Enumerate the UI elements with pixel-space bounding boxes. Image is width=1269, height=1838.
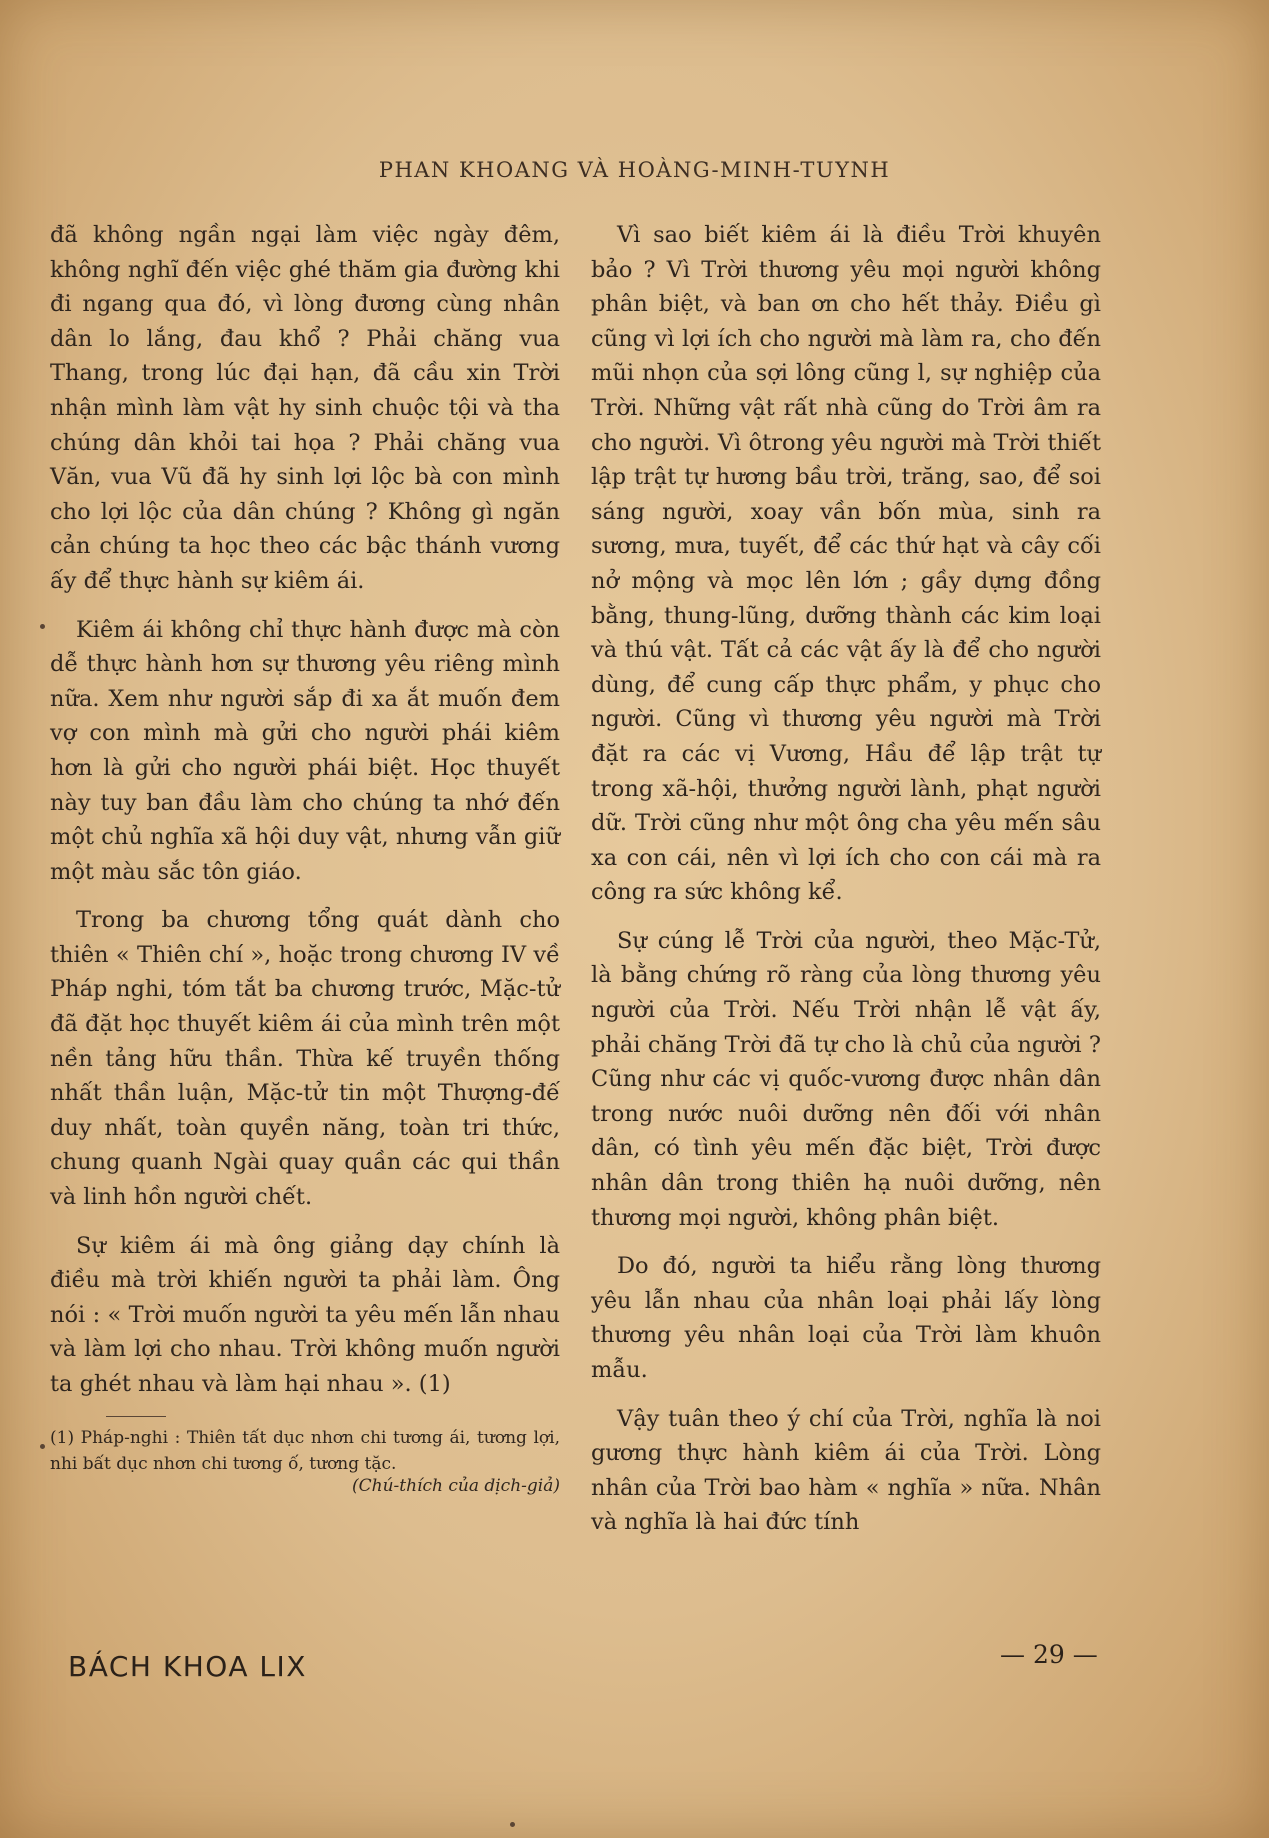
paragraph: Sự kiêm ái mà ông giảng dạy chính là điều mà trời khiến người ta phải làm. Ông nói : « Trời muốn người ta yêu mến lẫn nhau và làm lợi cho nhau. Trời không muốn người ta ghét nhau và làm hại nhau ». (1) (50, 1232, 560, 1397)
footnote-text: (1) Pháp-nghi : Thiên tất dục nhơn chi tương ái, tương lợi, nhi bất dục nhơn chi tương ố, tương tặc. (50, 1427, 560, 1474)
left-column (50, 218, 560, 1499)
right-column (591, 218, 1101, 1554)
footnote-divider (106, 1416, 166, 1417)
paragraph: Trong ba chương tổng quát dành cho thiên « Thiên chí », hoặc trong chương IV về Pháp nghi, tóm tắt ba chương trước, Mặc-tử đã đặt học thuyết kiêm ái của mình trên một nền tảng hữu thần. Thừa kế truyền thống nhất thần luận, Mặc-tử tin một Thượng-đế duy nhất, toàn quyền năng, toàn tri thức, chung quanh Ngài quay quần các qui thần và linh hồn người chết. (50, 907, 560, 1211)
footnote (50, 1425, 560, 1499)
margin-dot (40, 1444, 45, 1449)
paragraph: Vậy tuân theo ý chí của Trời, nghĩa là noi gương thực hành kiêm ái của Trời. Lòng nhân của Trời bao hàm « nghĩa » nữa. Nhân và nghĩa là hai đức tính (591, 1405, 1101, 1536)
margin-dot (510, 1822, 515, 1827)
paragraph: đã không ngần ngại làm việc ngày đêm, không nghĩ đến việc ghé thăm gia đường khi đi ngang qua đó, vì lòng đương cùng nhân dân lo lắng, đau khổ ? Phải chăng vua Thang, trong lúc đại hạn, đã cầu xin Trời nhận mình làm vật hy sinh chuộc tội và tha chúng dân khỏi tai họa ? Phải chăng vua Văn, vua Vũ đã hy sinh lợi lộc bà con mình cho lợi lộc của dân chúng ? Không gì ngăn cản chúng ta học theo các bậc thánh vương ấy để thực hành sự kiêm ái. (50, 222, 560, 594)
paragraph: Vì sao biết kiêm ái là điều Trời khuyên bảo ? Vì Trời thương yêu mọi người không phân biệt, và ban ơn cho hết thảy. Điều gì cũng vì lợi ích cho người mà làm ra, cho đến mũi nhọn của sợi lông cũng l, sự nghiệp của Trời. Những vật rất nhà cũng do Trời âm ra cho người. Vì ôtrong yêu người mà Trời thiết lập trật tự hương bầu trời, trăng, sao, để soi sáng người, xoay vần bốn mùa, sinh ra sương, mưa, tuyết, để các thứ hạt và cây cối nở mộng và mọc lên lớn ; gầy dựng đồng bằng, thung-lũng, dưỡng thành các kim loại và thú vật. Tất cả các vật ấy là để cho người dùng, để cung cấp thực phẩm, y phục cho người. Cũng vì thương yêu người mà Trời đặt ra các vị Vương, Hầu để lập trật tự trong xã-hội, thưởng người lành, phạt người dữ. Trời cũng như một ông cha yêu mến sâu xa con cái, nên vì lợi ích cho con cái mà ra công ra sức không kể. (591, 222, 1101, 906)
paragraph: Kiêm ái không chỉ thực hành được mà còn dễ thực hành hơn sự thương yêu riêng mình nữa. Xem như người sắp đi xa ắt muốn đem vợ con mình mà gửi cho người phái kiêm hơn là gửi cho người phái biệt. Học thuyết này tuy ban đầu làm cho chúng ta nhớ đến một chủ nghĩa xã hội duy vật, nhưng vẫn giữ một màu sắc tôn giáo. (50, 616, 560, 885)
running-header: PHAN KHOANG VÀ HOÀNG-MINH-TUYNH (378, 158, 891, 182)
paragraph: Do đó, người ta hiểu rằng lòng thương yêu lẫn nhau của nhân loại phải lấy lòng thương yêu nhân loại của Trời làm khuôn mẫu. (591, 1253, 1101, 1383)
footnote-source: (Chú-thích của dịch-giả) (351, 1475, 560, 1496)
page-number: — 29 — (1000, 1640, 1098, 1669)
margin-dot (40, 624, 45, 629)
paragraph: Sự cúng lễ Trời của người, theo Mặc-Tử, là bằng chứng rõ ràng của lòng thương yêu người của Trời. Nếu Trời nhận lễ vật ấy, phải chăng Trời đã tự cho là chủ của người ? Cũng như các vị quốc-vương được nhân dân trong nước nuôi dưỡng nên đối với nhân dân, có tình yêu mến đặc biệt, Trời được nhân dân trong thiên hạ nuôi dưỡng, nên thương mọi người, không phân biệt. (591, 927, 1101, 1231)
magazine-name: BÁCH KHOA LIX (68, 1650, 307, 1683)
